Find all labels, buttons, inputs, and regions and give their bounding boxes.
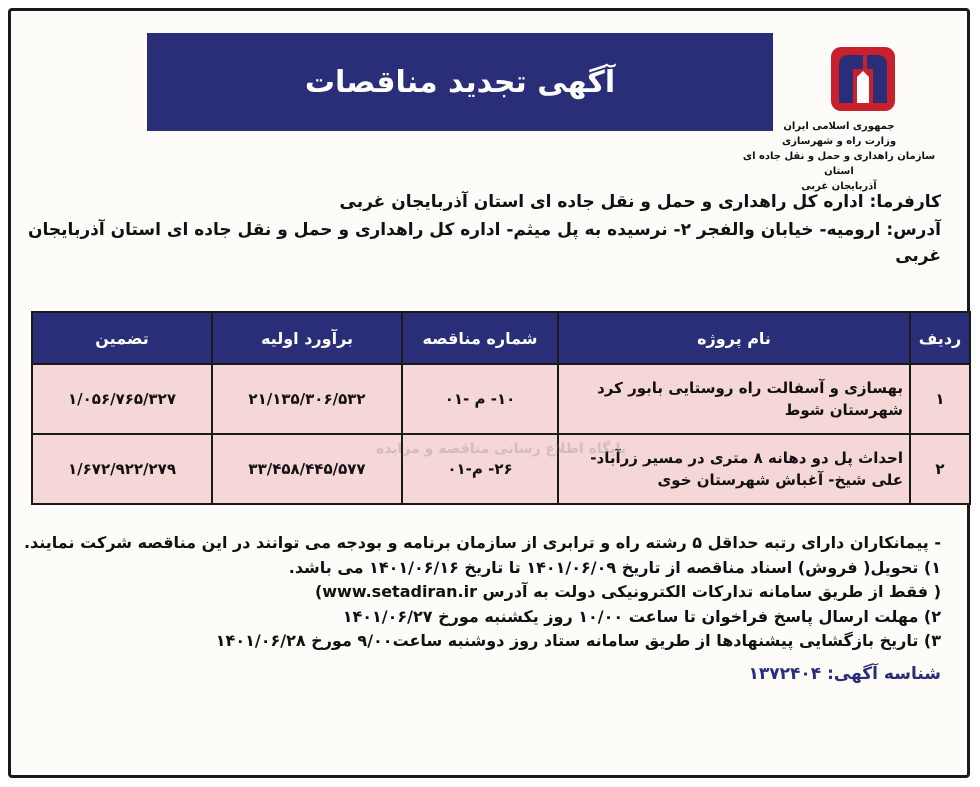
row-number: ۲ — [910, 434, 970, 504]
column-header-project: نام پروژه — [558, 312, 910, 364]
note-website: ( فقط از طریق سامانه تدارکات الکترونیکی دولت به آدرس www.setadiran.ir) — [314, 582, 941, 601]
tender-table — [31, 311, 971, 505]
advertisement-frame — [8, 8, 970, 778]
column-header-row-no: ردیف — [910, 312, 970, 364]
guarantee-amount: ۱/۰۵۶/۷۶۵/۳۲۷ — [32, 364, 212, 434]
org-line: جمهوری اسلامی ایران — [783, 121, 895, 132]
ad-code-line — [21, 662, 941, 687]
org-line: آذربایجان غربی — [801, 181, 877, 192]
table-header-row — [32, 312, 970, 364]
initial-estimate: ۳۳/۴۵۸/۴۴۵/۵۷۷ — [212, 434, 402, 504]
org-line: وزارت راه و شهرسازی — [781, 136, 897, 147]
row-number: ۱ — [910, 364, 970, 434]
ad-code-value: ۱۳۷۲۴۰۴ — [748, 663, 822, 684]
note-deadline: ۲) مهلت ارسال پاسخ فراخوان تا ساعت ۱۰/۰۰ روز یکشنبه مورخ ۱۴۰۱/۰۶/۲۷ — [342, 606, 941, 626]
address-line: آدرس: ارومیه- خیابان والفجر ۲- نرسیده به پل میثم- اداره کل راهداری و حمل و نقل جاده ای استان آذربایجان غربی — [28, 220, 941, 266]
note-delivery-dates: ۱) تحویل( فروش) اسناد مناقصه از تاریخ ۱۴۰۱/۰۶/۰۹ تا تاریخ ۱۴۰۱/۰۶/۱۶ می باشد. — [288, 557, 941, 577]
project-name: بهسازی و آسفالت راه روستایی بابور کرد شهرستان شوط — [558, 364, 910, 434]
org-line: سازمان راهداری و حمل و نقل جاده ای استان — [742, 151, 936, 177]
organization-lines — [729, 119, 949, 194]
column-header-tender-no: شماره مناقصه — [402, 312, 558, 364]
conditions-notes — [21, 531, 941, 686]
note-opening: ۳) تاریخ بازگشایی پیشنهادها از طریق سامانه ستاد روز دوشنبه ساعت۹/۰۰ مورخ ۱۴۰۱/۰۶/۲۸ — [215, 631, 941, 650]
table-row — [32, 364, 970, 434]
title-banner — [147, 33, 773, 131]
note-eligibility: - پیمانکاران دارای رتبه حداقل ۵ رشته راه و ترابری از سازمان برنامه و بودجه می توانند در این مناقصه شرکت نمایند. — [23, 533, 941, 552]
guarantee-amount: ۱/۶۷۲/۹۲۲/۲۷۹ — [32, 434, 212, 504]
ad-code-label: شناسه آگهی: — [827, 663, 941, 684]
tender-number: ۲۶- م-۰۱ — [402, 434, 558, 504]
watermark-text: پایگاه اطلاع رسانی مناقصه و مزایده — [375, 441, 627, 457]
tender-number: ۱۰- م -۰۱ — [402, 364, 558, 434]
employer-line: کارفرما: اداره کل راهداری و حمل و نقل جاده ای استان آذربایجان غربی — [339, 192, 941, 212]
column-header-estimate: برآورد اولیه — [212, 312, 402, 364]
initial-estimate: ۲۱/۱۳۵/۳۰۶/۵۳۲ — [212, 364, 402, 434]
column-header-guarantee: تضمین — [32, 312, 212, 364]
project-name: احداث پل دو دهانه ۸ متری در مسیر زرآباد- علی شیخ- آغباش شهرستان خوی — [558, 434, 910, 504]
page-title: آگهی تجدید مناقصات — [304, 64, 616, 100]
road-transport-organization-logo — [829, 43, 897, 115]
